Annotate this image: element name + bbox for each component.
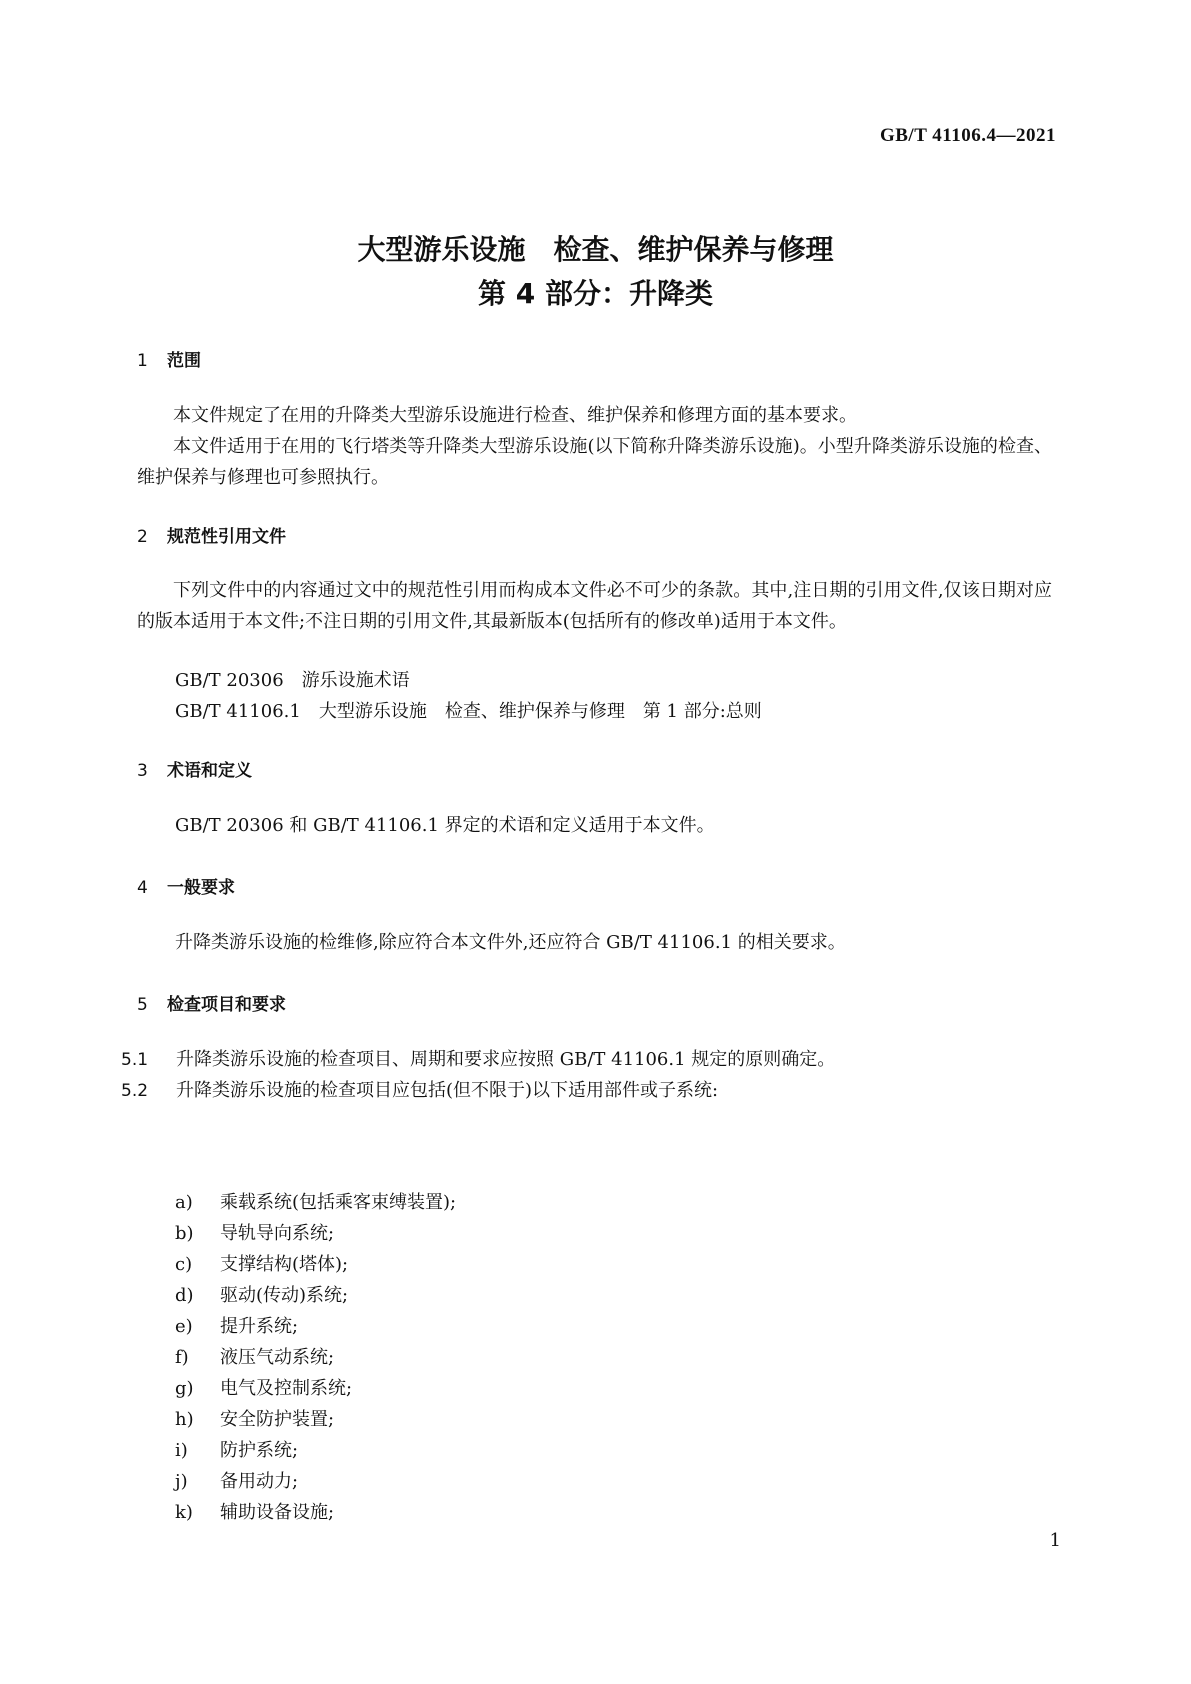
section-number: 5: [137, 995, 148, 1015]
list-item: [175, 1435, 456, 1466]
section-number: 1: [137, 351, 148, 371]
clause-text: 升降类游乐设施的检查项目、周期和要求应按照 GB/T 41106.1 规定的原则确定。: [176, 1049, 836, 1070]
list-item: [175, 1280, 456, 1311]
clause-number: 5.1: [121, 1050, 149, 1070]
list-item-label: e): [175, 1316, 193, 1337]
clause-number: 5.2: [121, 1081, 149, 1101]
list-item: [175, 1497, 456, 1528]
clause-text: 升降类游乐设施的检查项目应包括(但不限于)以下适用部件或子系统:: [176, 1080, 719, 1101]
list-item-label: h): [175, 1409, 194, 1430]
inspection-items-list: [175, 1187, 456, 1528]
section-3-paragraph-1: GB/T 20306 和 GB/T 41106.1 界定的术语和定义适用于本文件。: [175, 815, 715, 836]
section-5-heading: [137, 990, 286, 1015]
list-item-text: 液压气动系统;: [220, 1347, 335, 1368]
list-item-text: 驱动(传动)系统;: [220, 1285, 349, 1306]
section-1-heading: [137, 346, 201, 371]
list-item-text: 辅助设备设施;: [220, 1502, 335, 1523]
list-item-label: g): [175, 1378, 194, 1399]
list-item-text: 电气及控制系统;: [220, 1378, 353, 1399]
list-item-label: c): [175, 1254, 193, 1275]
list-item-text: 备用动力;: [220, 1471, 299, 1492]
list-item-label: a): [175, 1192, 193, 1213]
document-title-line-2: 第 4 部分：升降类: [478, 277, 713, 310]
list-item-text: 防护系统;: [220, 1440, 299, 1461]
list-item-text: 乘载系统(包括乘客束缚装置);: [220, 1192, 457, 1213]
section-2-paragraph-1: 下列文件中的内容通过文中的规范性引用而构成本文件必不可少的条款。其中,注日期的引用文件,仅该日期对应的版本适用于本文件;不注日期的引用文件,其最新版本(包括所有的修改单)适用于本文件。: [137, 580, 1052, 632]
section-1-paragraph-1: 本文件规定了在用的升降类大型游乐设施进行检查、维护保养和修理方面的基本要求。: [173, 405, 857, 426]
clause-5-1: [121, 1045, 835, 1071]
list-item: [175, 1404, 456, 1435]
section-1-paragraph-2: 本文件适用于在用的飞行塔类等升降类大型游乐设施(以下简称升降类游乐设施)。小型升降类游乐设施的检查、维护保养与修理也可参照执行。: [137, 436, 1052, 488]
list-item: [175, 1311, 456, 1342]
list-item-label: k): [175, 1502, 193, 1523]
list-item-label: j): [175, 1471, 188, 1492]
section-3-heading: [137, 756, 252, 781]
standard-number: GB/T 41106.4—2021: [879, 125, 1056, 146]
list-item-text: 支撑结构(塔体);: [220, 1254, 349, 1275]
list-item-label: d): [175, 1285, 194, 1306]
section-number: 3: [137, 761, 148, 781]
list-item: [175, 1342, 456, 1373]
list-item-text: 导轨导向系统;: [220, 1223, 335, 1244]
list-item-label: i): [175, 1440, 188, 1461]
page-number: 1: [1049, 1530, 1061, 1551]
normative-reference-1: GB/T 20306 游乐设施术语: [175, 670, 410, 691]
list-item-label: b): [175, 1223, 194, 1244]
section-2-heading: [137, 522, 286, 547]
section-4-heading: [137, 873, 235, 898]
clause-5-2: [121, 1076, 718, 1102]
section-number: 2: [137, 527, 148, 547]
section-4-paragraph-1: 升降类游乐设施的检维修,除应符合本文件外,还应符合 GB/T 41106.1 的相关要求。: [175, 932, 846, 953]
list-item-label: f): [175, 1347, 189, 1368]
section-title: 术语和定义: [167, 761, 252, 781]
list-item: [175, 1218, 456, 1249]
section-title: 范围: [167, 351, 201, 371]
normative-reference-2: GB/T 41106.1 大型游乐设施 检查、维护保养与修理 第 1 部分:总则: [175, 701, 762, 722]
list-item: [175, 1249, 456, 1280]
section-number: 4: [137, 878, 148, 898]
list-item: [175, 1466, 456, 1497]
section-title: 检查项目和要求: [167, 995, 286, 1015]
list-item-text: 提升系统;: [220, 1316, 299, 1337]
list-item-text: 安全防护装置;: [220, 1409, 335, 1430]
section-title: 一般要求: [167, 878, 235, 898]
document-title-line-1: 大型游乐设施 检查、维护保养与修理: [357, 233, 834, 266]
list-item: [175, 1187, 456, 1218]
list-item: [175, 1373, 456, 1404]
section-title: 规范性引用文件: [167, 527, 286, 547]
